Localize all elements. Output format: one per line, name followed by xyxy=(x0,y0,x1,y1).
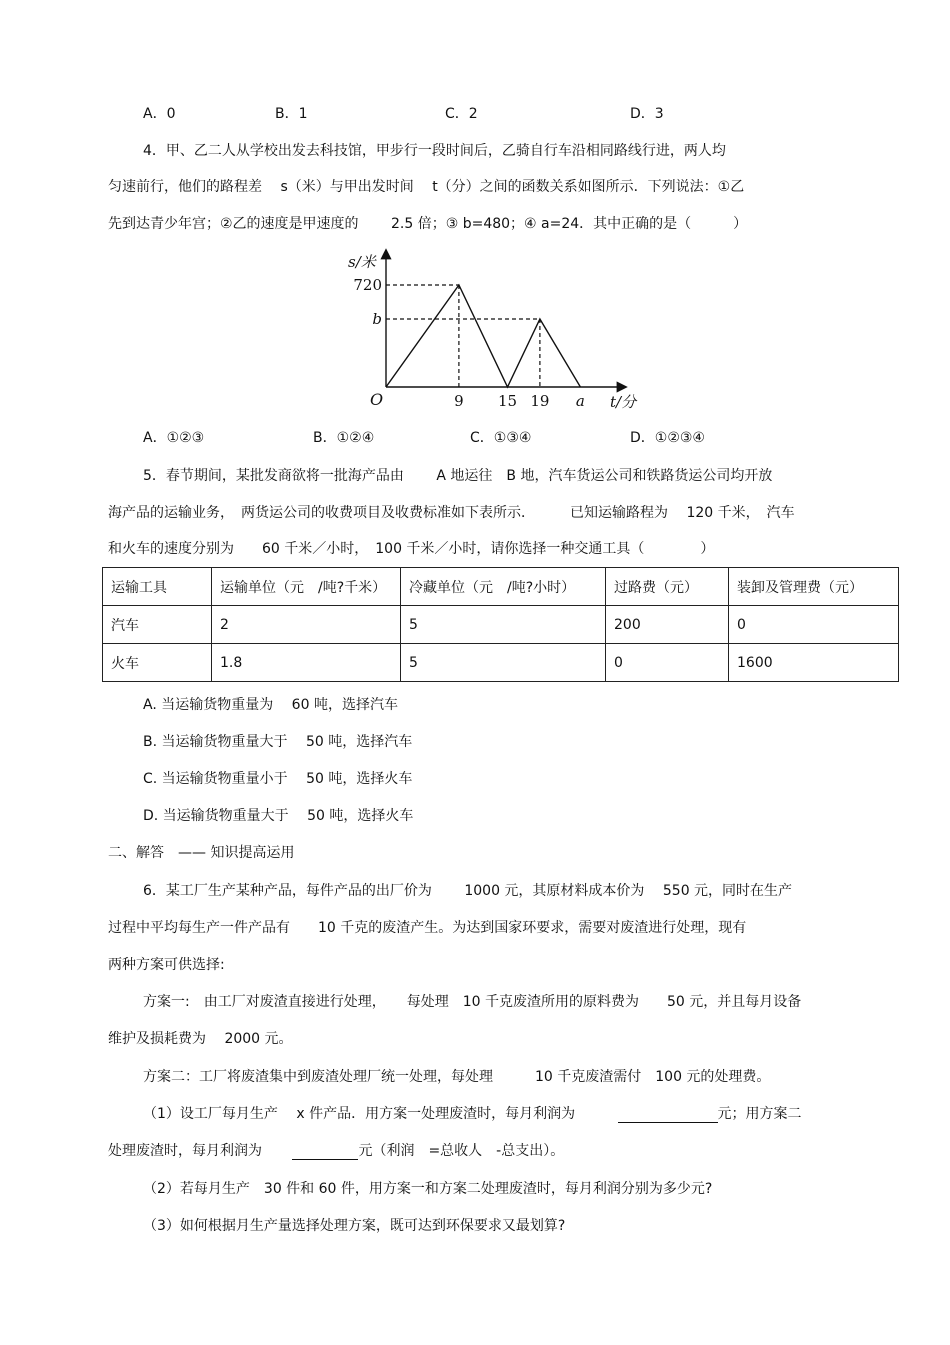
x-tick-label: 19 xyxy=(530,392,550,410)
q6-sub1-text-after: 元；用方案二 xyxy=(717,1106,802,1122)
q4-option-c: C．①③④ xyxy=(470,430,532,446)
q6-sub1b-text-after: 元（利润 =总收人 -总支出）。 xyxy=(358,1143,565,1159)
q3-option-b: B．1 xyxy=(275,106,308,122)
q4-option-d: D．①②③④ xyxy=(630,430,705,446)
table-header-cell: 运输工具 xyxy=(103,568,212,606)
table-cell: 200 xyxy=(606,606,729,644)
q4-stem-line1: 4．甲、乙二人从学校出发去科技馆，甲步行一段时间后，乙骑自行车沿相同路线行进，两人均 xyxy=(143,143,726,159)
q5-option-a: A. 当运输货物重量为 60 吨，选择汽车 xyxy=(143,697,398,713)
q6-sub1-line2 xyxy=(108,1140,564,1160)
q6-sub1b-text: 处理废渣时，每月利润为 xyxy=(108,1143,262,1159)
x-tick-label: 9 xyxy=(454,392,464,410)
table-cell: 汽车 xyxy=(103,606,212,644)
q6-sub1-text: （1）设工厂每月生产 x 件产品．用方案一处理废渣时，每月利润为 xyxy=(143,1106,576,1122)
table-header-cell: 装卸及管理费（元） xyxy=(729,568,899,606)
q4-stem-line2: 匀速前行，他们的路程差 s（米）与甲出发时间 t（分）之间的函数关系如图所示．下列说法：①乙 xyxy=(108,179,745,195)
q5-stem-line3: 和火车的速度分别为 60 千米／小时， 100 千米／小时，请你选择一种交通工具（ ） xyxy=(108,541,715,557)
q6-plan1-line1: 方案一: 由工厂对废渣直接进行处理， 每处理 10 千克废渣所用的原料费为 50 元，并且每月设备 xyxy=(143,994,802,1010)
table-cell: 1.8 xyxy=(212,644,401,682)
answer-blank-1[interactable] xyxy=(618,1106,718,1123)
q6-sub1-line1 xyxy=(143,1103,802,1123)
table-cell: 1600 xyxy=(729,644,899,682)
table-cell: 2 xyxy=(212,606,401,644)
q6-sub3: （3）如何根据月生产量选择处理方案，既可达到环保要求又最划算? xyxy=(143,1218,566,1234)
q6-sub2: （2）若每月生产 30 件和 60 件，用方案一和方案二处理废渣时，每月利润分别为多少元? xyxy=(143,1181,713,1197)
table-header-row xyxy=(103,568,899,606)
q6-stem-line2: 过程中平均每生产一件产品有 10 千克的废渣产生。为达到国家环要求，需要对废渣进行处理，现有 xyxy=(108,920,747,936)
x-axis-label: t/分 xyxy=(610,393,637,411)
q5-stem-line2: 海产品的运输业务， 两货运公司的收费项目及收费标准如下表所示． 已知运输路程为 120 千米， 汽车 xyxy=(108,505,795,521)
q3-option-d: D．3 xyxy=(630,106,664,122)
q6-stem-line3: 两种方案可供选择: xyxy=(108,957,225,973)
origin-label: O xyxy=(370,390,384,409)
table-cell: 5 xyxy=(401,644,606,682)
q4-option-a: A．①②③ xyxy=(143,430,205,446)
q4-option-b: B．①②④ xyxy=(313,430,375,446)
q5-option-b: B. 当运输货物重量大于 50 吨，选择汽车 xyxy=(143,734,413,750)
section-heading: 二、解答 —— 知识提高运用 xyxy=(108,845,295,861)
freight-fee-table xyxy=(102,567,899,682)
table-row xyxy=(103,644,899,682)
y-axis-label: s/米 xyxy=(348,253,376,271)
q6-plan1-line2: 维护及损耗费为 2000 元。 xyxy=(108,1031,293,1047)
x-tick-label: 15 xyxy=(497,392,518,410)
table-header-cell: 运输单位（元 /吨?千米） xyxy=(212,568,401,606)
q5-option-d: D. 当运输货物重量大于 50 吨，选择火车 xyxy=(143,808,414,824)
table-cell: 火车 xyxy=(103,644,212,682)
q4-stem-line3: 先到达青少年宫；②乙的速度是甲速度的 2.5 倍；③ b=480；④ a=24．其中正确的是（ ） xyxy=(108,216,748,232)
answer-blank-2[interactable] xyxy=(292,1143,358,1160)
series-line xyxy=(386,285,580,387)
table-header-cell: 过路费（元） xyxy=(606,568,729,606)
q5-stem-line1: 5．春节期间，某批发商欲将一批海产品由 A 地运往 B 地，汽车货运公司和铁路货运公司均开放 xyxy=(143,468,773,484)
y-tick-label: 720 xyxy=(353,276,382,294)
q6-stem-line1: 6．某工厂生产某种产品，每件产品的出厂价为 1000 元，其原材料成本价为 550 元，同时在生产 xyxy=(143,883,793,899)
q6-plan2: 方案二：工厂将废渣集中到废渣处理厂统一处理，每处理 10 千克废渣需付 100 元的处理费。 xyxy=(143,1069,771,1085)
y-tick-label: b xyxy=(372,310,382,328)
x-tick-label: a xyxy=(575,392,585,410)
q5-option-c: C. 当运输货物重量小于 50 吨，选择火车 xyxy=(143,771,413,787)
q4-graph xyxy=(340,245,640,415)
table-header-cell: 冷藏单位（元 /吨?小时） xyxy=(401,568,606,606)
q3-option-c: C．2 xyxy=(445,106,478,122)
table-cell: 5 xyxy=(401,606,606,644)
table-cell: 0 xyxy=(606,644,729,682)
table-cell: 0 xyxy=(729,606,899,644)
table-row xyxy=(103,606,899,644)
q3-option-a: A．0 xyxy=(143,106,176,122)
